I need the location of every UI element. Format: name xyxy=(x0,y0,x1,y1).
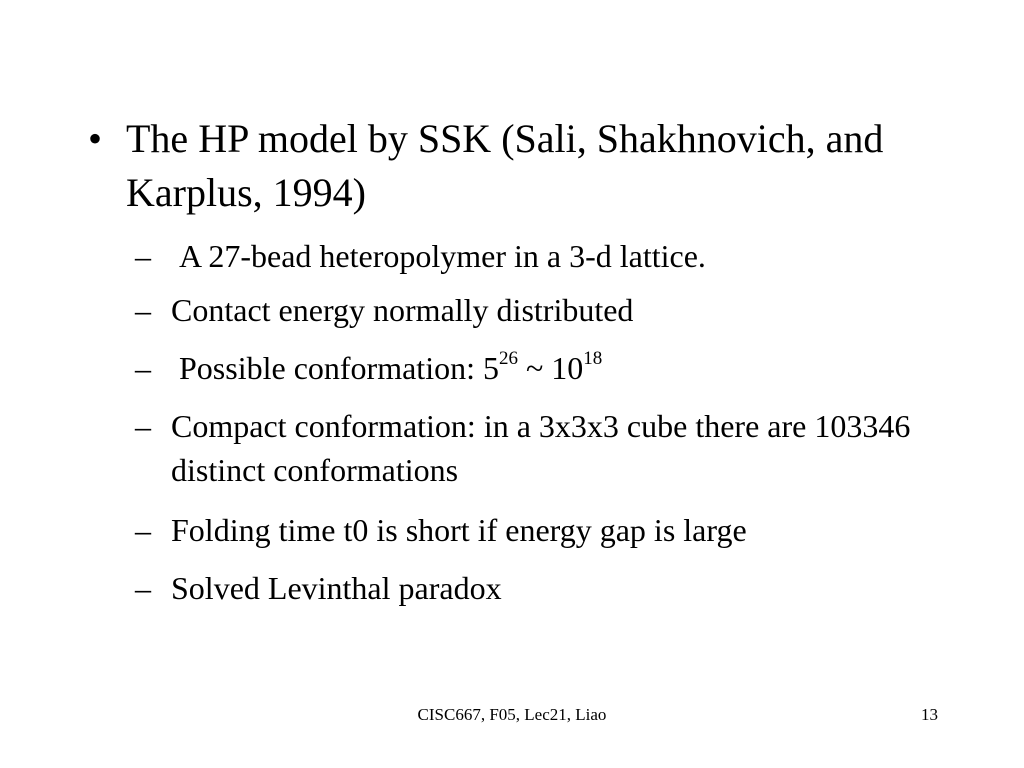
main-bullet-text: The HP model by SSK (Sali, Shakhnovich, and Karplus, 1994) xyxy=(126,116,884,215)
sub-bullet-text xyxy=(179,346,935,390)
sub-bullet-2 xyxy=(135,288,935,332)
sub-bullet-text: A 27-bead heteropolymer in a 3-d lattice. xyxy=(179,238,706,274)
dash-icon: – xyxy=(135,570,151,606)
dash-icon: – xyxy=(135,350,151,386)
dash-icon: – xyxy=(135,292,151,328)
sub-bullet-text: Solved Levinthal paradox xyxy=(171,570,502,606)
sub-bullet-text: Compact conformation: in a 3x3x3 cube there are 103346 distinct conformations xyxy=(171,408,911,488)
dash-icon: – xyxy=(135,408,151,444)
sub-bullet-3 xyxy=(135,346,935,390)
sub-bullet-1 xyxy=(135,234,935,278)
footer-course: CISC667, F05, Lec21, Liao xyxy=(417,705,607,724)
exponent-18: 18 xyxy=(583,348,603,370)
sub-bullet-5 xyxy=(135,508,935,552)
sub-bullet-text: Contact energy normally distributed xyxy=(171,292,634,328)
sub-bullet-6 xyxy=(135,566,935,610)
conformation-prefix: Possible conformation: 5 xyxy=(179,350,499,386)
conformation-middle: ~ 10 xyxy=(517,350,584,386)
bullet-dot-icon: • xyxy=(88,116,103,161)
page-number: 13 xyxy=(921,705,938,724)
sub-bullet-text: Folding time t0 is short if energy gap is large xyxy=(171,512,747,548)
dash-icon: – xyxy=(135,512,151,548)
sub-bullet-4 xyxy=(135,404,915,492)
main-bullet xyxy=(88,112,948,220)
dash-icon: – xyxy=(135,238,151,274)
exponent-26: 26 xyxy=(498,348,518,370)
